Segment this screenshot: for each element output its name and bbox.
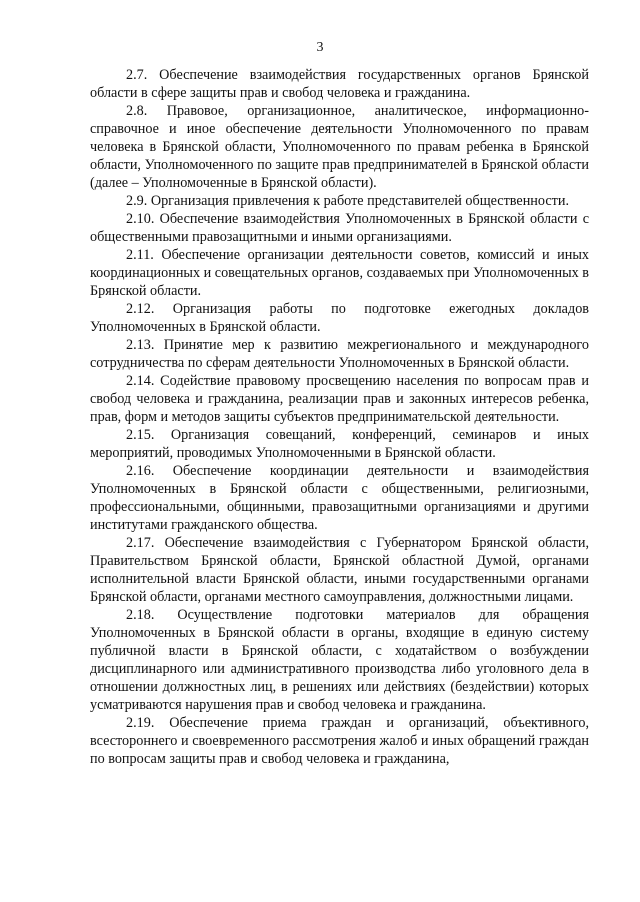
- document-body: [90, 66, 589, 768]
- paragraph-2-17: 2.17. Обеспечение взаимодействия с Губернатором Брянской области, Правительством Брянской области, Брянской областной Думой, органами исполнительной власти Брянской области, иными государственными органами Брянской области, органами местного самоуправления, должностными лицами.: [90, 535, 589, 605]
- paragraph-2-16: 2.16. Обеспечение координации деятельности и взаимодействия Уполномоченных в Брянской области с общественными, религиозными, профессиональными, общинными, правозащитными организациями и другими институтами гражданского общества.: [90, 463, 589, 533]
- paragraph-2-19: 2.19. Обеспечение приема граждан и организаций, объективного, всестороннего и своевременного рассмотрения жалоб и иных обращений граждан по вопросам защиты прав и свобод человека и гражданина,: [90, 715, 589, 767]
- paragraph-2-8: 2.8. Правовое, организационное, аналитическое, информационно-справочное и иное обеспечение деятельности Уполномоченного по правам человека в Брянской области, Уполномоченного по правам ребенка в Брянской области, Уполномоченного по защите прав предпринимателей в Брянской области (далее – Уполномоченные в Брянской области).: [90, 103, 589, 191]
- paragraph-2-13: 2.13. Принятие мер к развитию межрегионального и международного сотрудничества по сферам деятельности Уполномоченных в Брянской области.: [90, 337, 589, 371]
- paragraph-2-14: 2.14. Содействие правовому просвещению населения по вопросам прав и свобод человека и гражданина, реализации прав и законных интересов ребенка, прав, форм и методов защиты субъектов предпринимательской деятельности.: [90, 373, 589, 425]
- paragraph-2-18: 2.18. Осуществление подготовки материалов для обращения Уполномоченных в Брянской области в органы, входящие в единую систему публичной власти в Брянской области, с ходатайством о возбуждении дисциплинарного или административного производства либо уголовного дела в отношении должностных лиц, в решениях или действиях (бездействии) которых усматриваются нарушения прав и свобод человека и гражданина.: [90, 607, 589, 713]
- paragraph-2-9: 2.9. Организация привлечения к работе представителей общественности.: [126, 193, 569, 209]
- paragraph-2-12: 2.12. Организация работы по подготовке ежегодных докладов Уполномоченных в Брянской области.: [90, 301, 589, 335]
- paragraph-2-11: 2.11. Обеспечение организации деятельности советов, комиссий и иных координационных и совещательных органов, создаваемых при Уполномоченных в Брянской области.: [90, 247, 589, 299]
- page-number: 3: [316, 40, 324, 55]
- paragraph-2-15: 2.15. Организация совещаний, конференций, семинаров и иных мероприятий, проводимых Уполномоченными в Брянской области.: [90, 427, 589, 461]
- paragraph-2-7: 2.7. Обеспечение взаимодействия государственных органов Брянской области в сфере защиты прав и свобод человека и гражданина.: [90, 67, 589, 101]
- paragraph-2-10: 2.10. Обеспечение взаимодействия Уполномоченных в Брянской области с общественными правозащитными и иными организациями.: [90, 211, 589, 245]
